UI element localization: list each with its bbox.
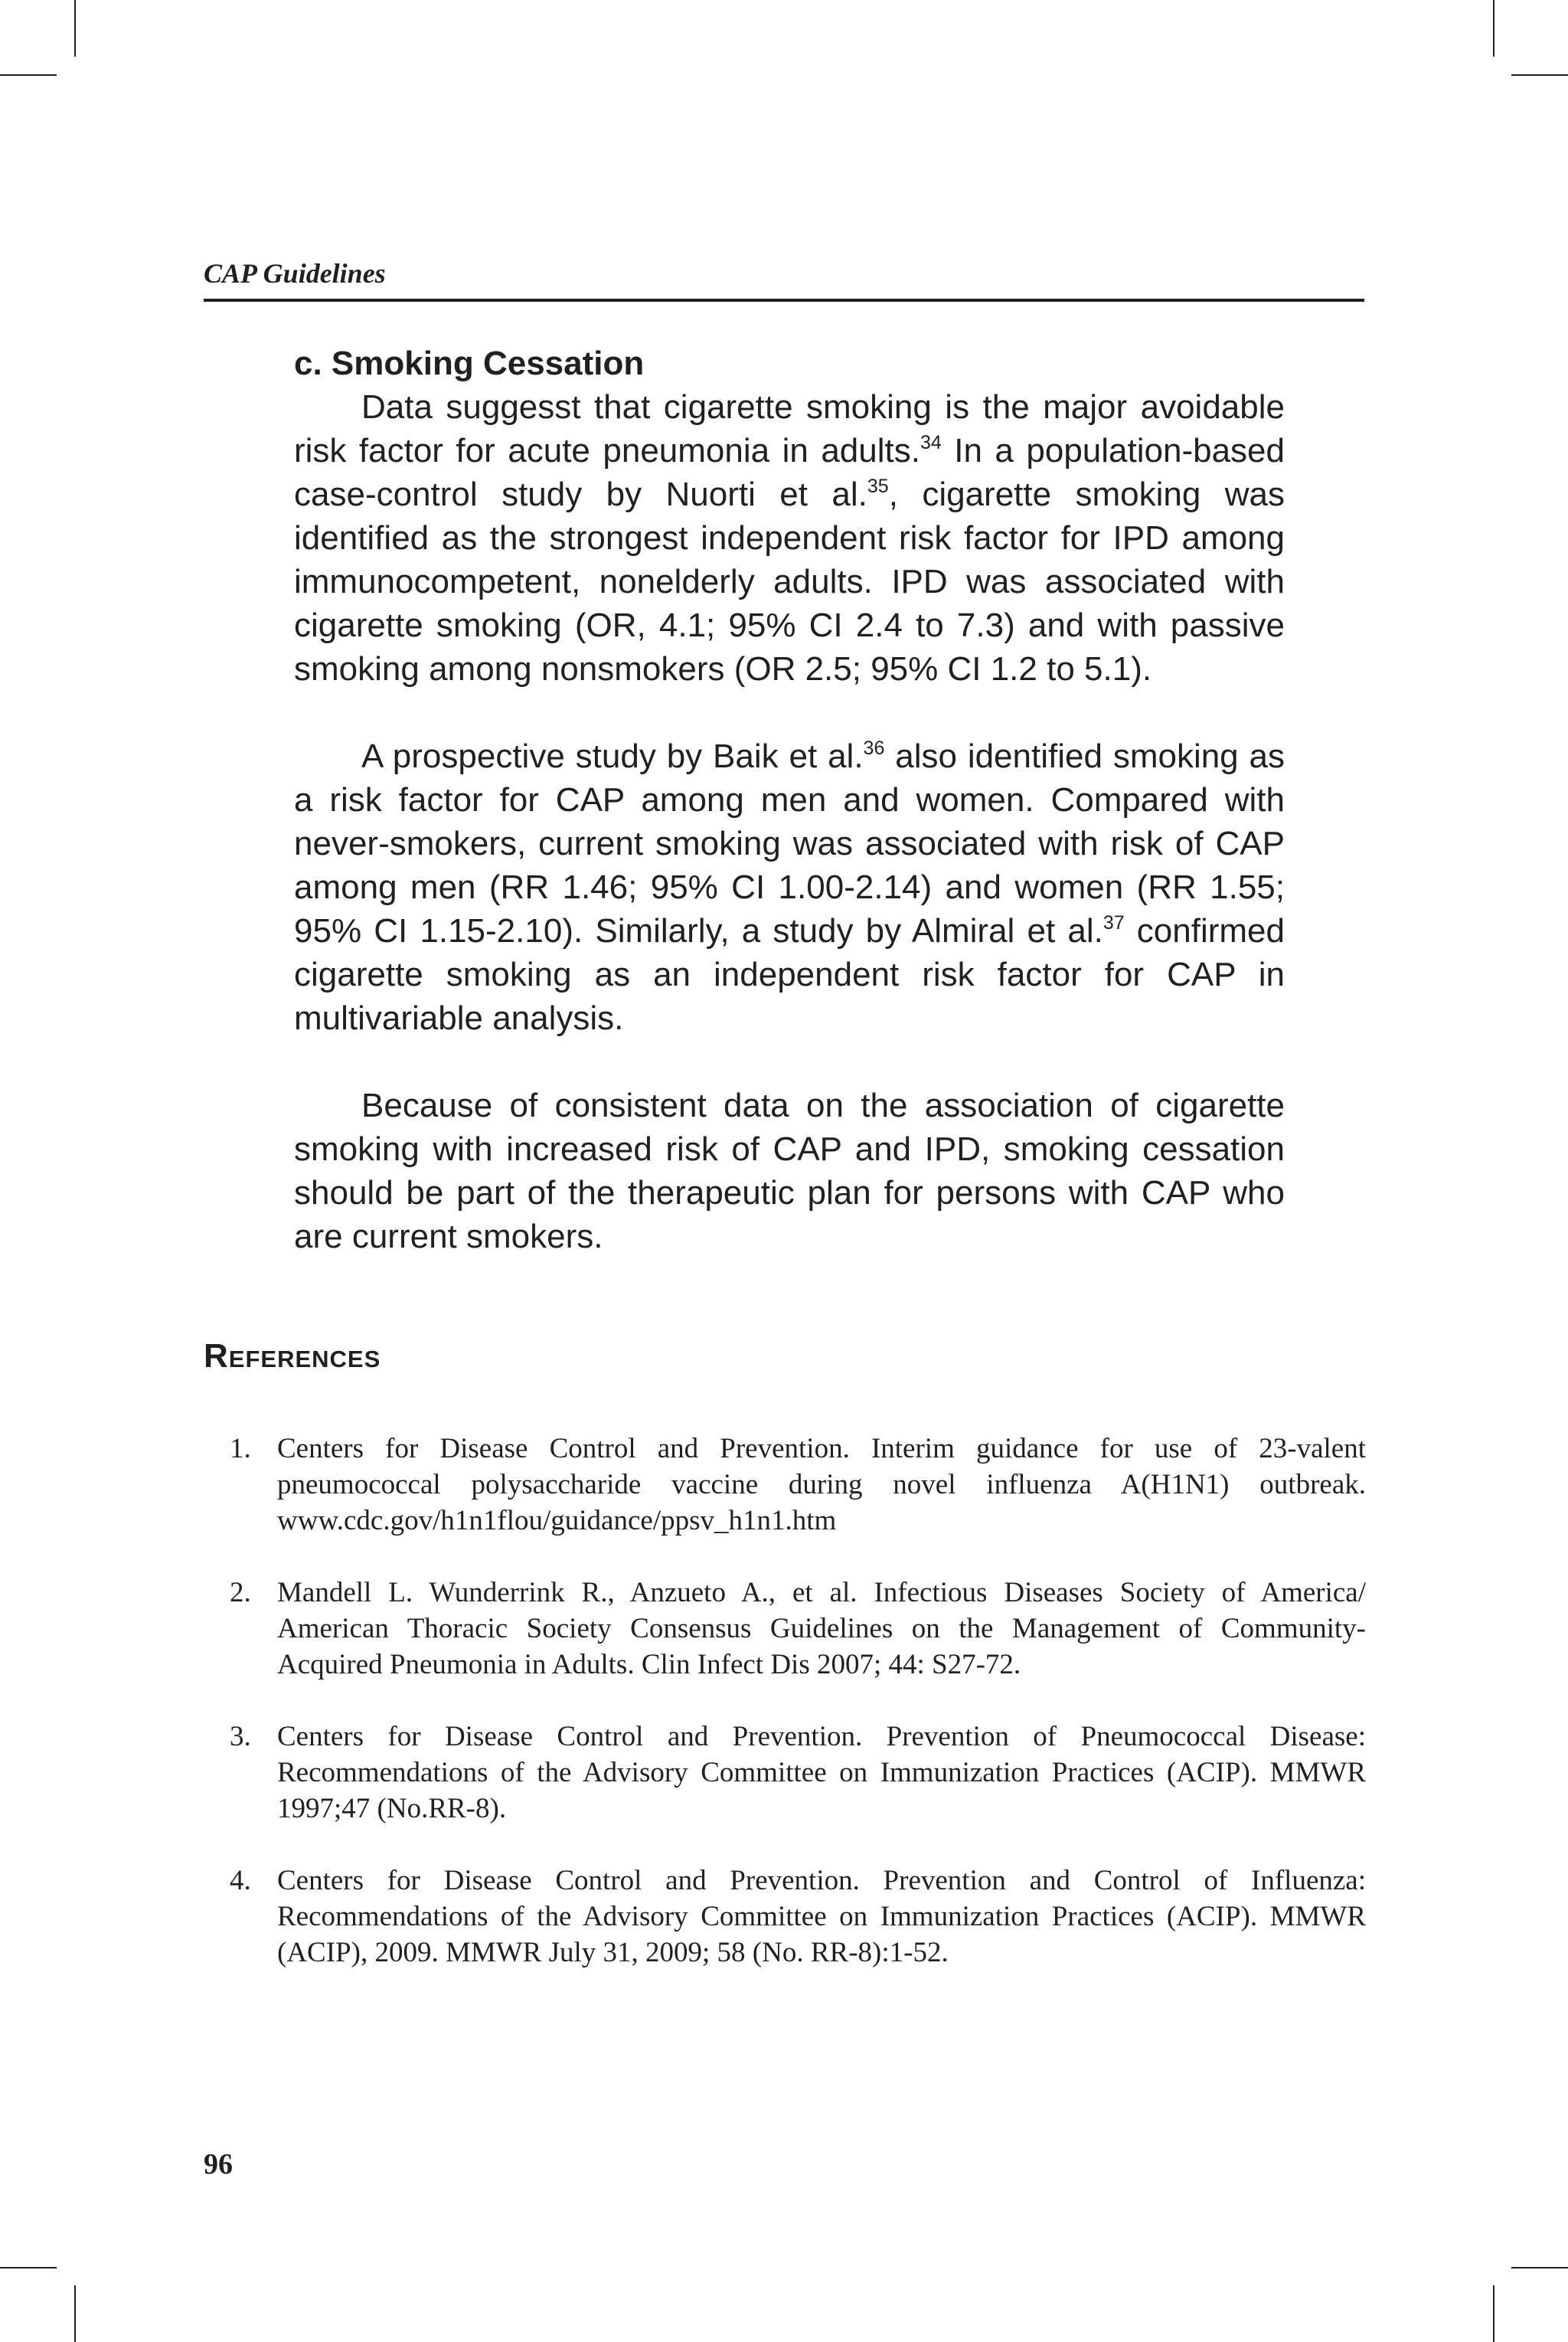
reference-number: 4. <box>230 1865 251 1896</box>
crop-mark-bottom-right-h <box>1511 2267 1568 2268</box>
section-title: c. Smoking Cessation <box>294 345 645 382</box>
paragraph <box>294 385 1285 691</box>
reference-number: 3. <box>230 1721 251 1752</box>
reference-item <box>230 1719 1366 1827</box>
reference-text: Mandell L. Wunderrink R., Anzueto A., et al. Infectious Diseases Society of America/ American Thoracic Society Consensus Guidelines on the Management of Community-Acquired Pneumonia in Adults. Clin Infect Dis 2007; 44: S27-72. <box>277 1577 1366 1680</box>
citation-superscript: 36 <box>863 738 885 759</box>
reference-text: Centers for Disease Control and Prevention. Interim guidance for use of 23-valent pneumococcal polysaccharide vaccine during novel influenza A(H1N1) outbreak. www.cdc.gov/h1n1flou/guidance/ppsv_h1n1.htm <box>277 1433 1366 1536</box>
page-number: 96 <box>204 2148 233 2180</box>
paragraph <box>294 734 1285 1040</box>
references-list <box>230 1431 1366 1971</box>
crop-mark-bottom-right-v <box>1493 2285 1494 2342</box>
references-heading: References <box>204 1337 381 1375</box>
reference-text: Centers for Disease Control and Prevention. Prevention of Pneumococcal Disease: Recommendations of the Advisory Committee on Immunization Practices (ACIP). MMWR 1997;47 (No.RR-8). <box>277 1721 1366 1824</box>
section-body <box>294 342 1285 1258</box>
paragraph-text: Because of consistent data on the association of cigarette smoking with increased risk of CAP and IPD, smoking cessation should be part of the therapeutic plan for persons with CAP who are current smokers. <box>294 1087 1285 1255</box>
reference-item <box>230 1431 1366 1539</box>
citation-superscript: 37 <box>1102 912 1125 934</box>
crop-mark-bottom-left-v <box>74 2285 76 2342</box>
reference-item <box>230 1575 1366 1683</box>
crop-mark-top-right-v <box>1493 0 1494 57</box>
running-header: CAP Guidelines <box>204 258 386 289</box>
reference-number: 1. <box>230 1433 251 1464</box>
paragraph-text: In a population-based case-control study by Nuorti et al. <box>294 432 1285 513</box>
crop-mark-top-left-v <box>74 0 76 57</box>
crop-mark-top-left-h <box>0 74 57 76</box>
paragraph-text: , cigarette smoking was identified as the strongest independent risk factor for IPD among immunocompetent, nonelderly adults. IPD was associated with cigarette smoking (OR, 4.1; 95% CI 2.4 to 7.3) and with passive smoking among nonsmokers (OR 2.5; 95% CI 1.2 to 5.1). <box>294 476 1285 688</box>
crop-mark-bottom-left-h <box>0 2267 57 2268</box>
paragraph-text: A prospective study by Baik et al. <box>361 738 864 775</box>
paragraph-text: also identified smoking as a risk factor for CAP among men and women. Compared with never-smokers, current smoking was associated with risk of CAP among men (RR 1.46; 95% CI 1.00-2.14) and women (RR 1.55; 95% CI 1.15-2.10). Similarly, a study by Almiral et al. <box>294 738 1285 950</box>
header-rule <box>204 299 1364 302</box>
reference-item <box>230 1863 1366 1971</box>
citation-superscript: 34 <box>920 432 942 453</box>
reference-text: Centers for Disease Control and Prevention. Prevention and Control of Influenza: Recommendations of the Advisory Committee on Immunization Practices (ACIP). MMWR (ACIP), 2009. MMWR July 31, 2009; 58 (No. RR-8):1-52. <box>277 1865 1366 1968</box>
paragraph-text: confirmed cigarette smoking as an independent risk factor for CAP in multivariable analysis. <box>294 912 1285 1037</box>
reference-number: 2. <box>230 1577 251 1608</box>
crop-mark-top-right-h <box>1511 74 1568 76</box>
paragraph <box>294 1084 1285 1258</box>
paragraph-text: Data suggesst that cigarette smoking is the major avoidable risk factor for acute pneumonia in adults. <box>294 388 1285 469</box>
citation-superscript: 35 <box>867 476 889 497</box>
